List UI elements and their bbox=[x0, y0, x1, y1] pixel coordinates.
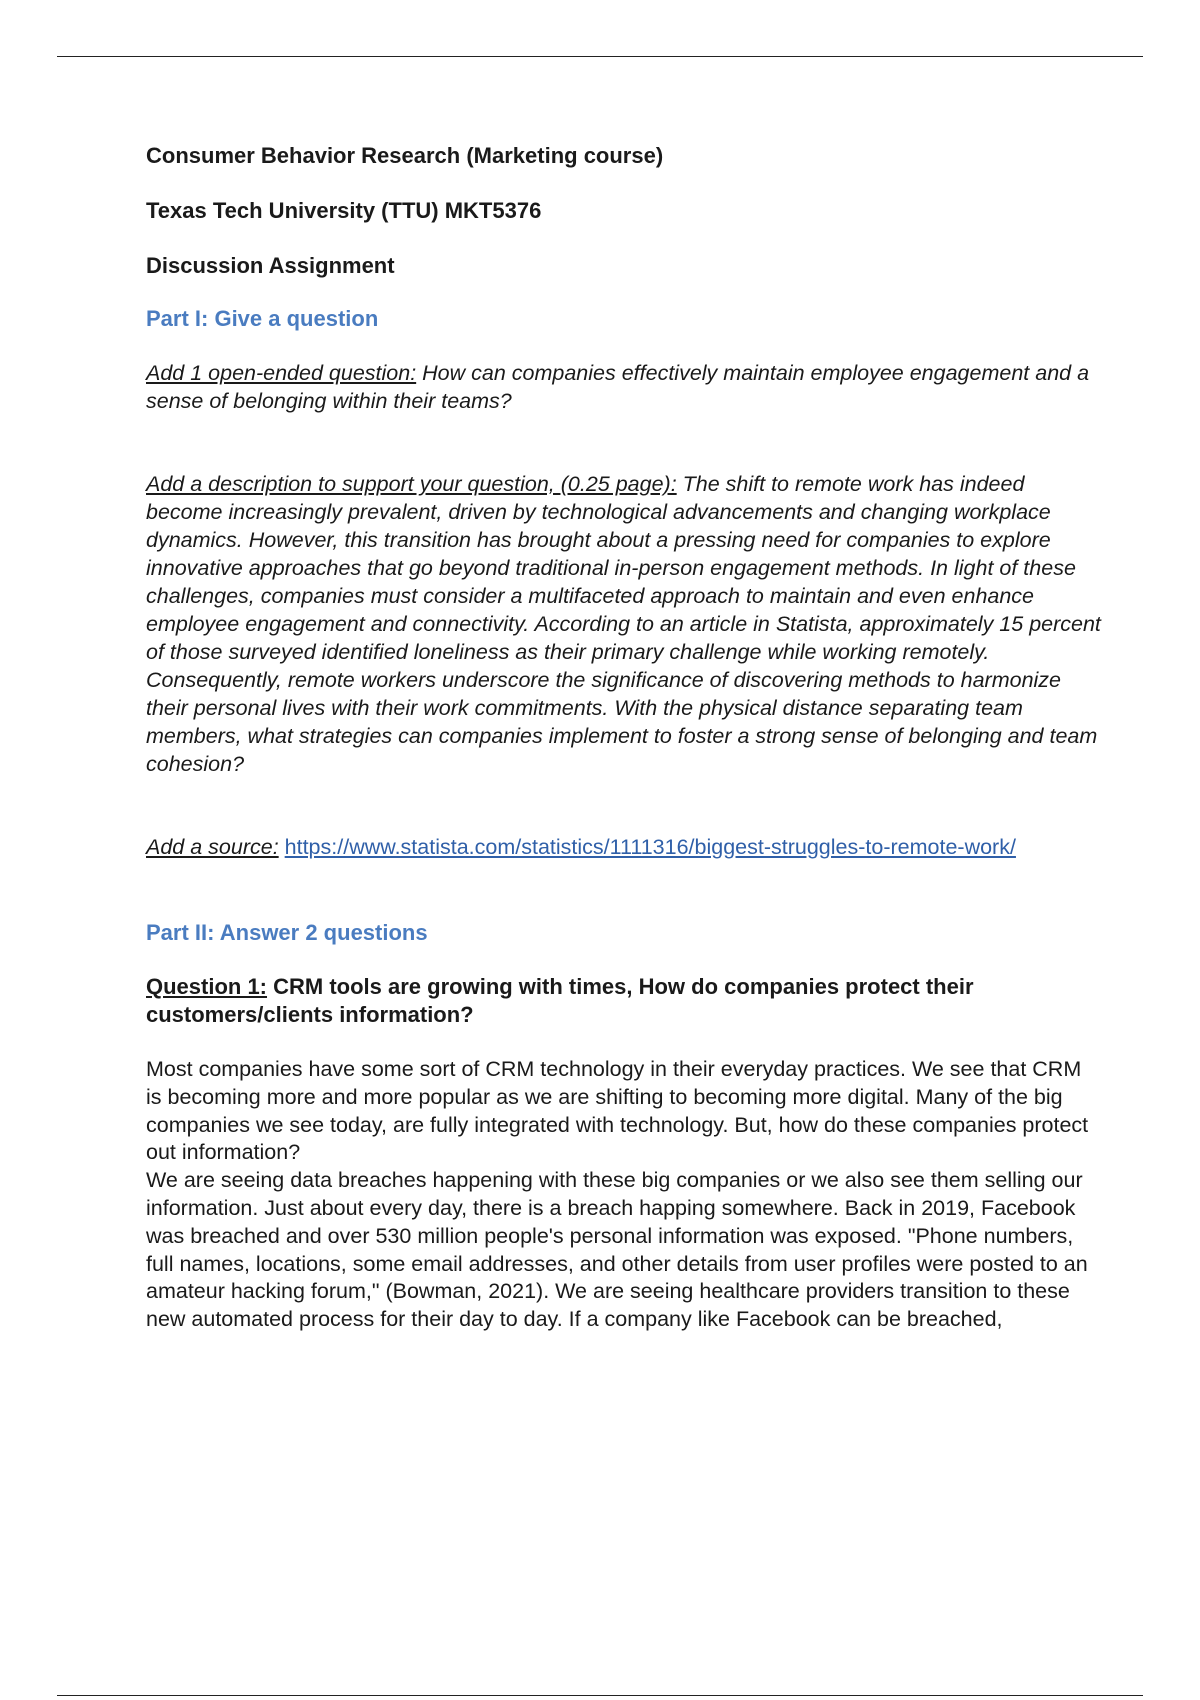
question-text: How can companies effectively maintain employee engagement and a sense of belonging within their teams? bbox=[146, 361, 1090, 413]
description-text: The shift to remote work has indeed become increasingly prevalent, driven by technological advancements and changing workplace dynamics. However, this transition has brought about a pressing need for companies to explore innovative approaches that go beyond traditional in-person engagement methods. In light of these challenges, companies must consider a multifaceted approach to maintain and even enhance employee engagement and connectivity. According to an article in Statista, approximately 15 percent of those surveyed identified loneliness as their primary challenge while working remotely. Consequently, remote workers underscore the significance of discovering methods to harmonize their personal lives with their work commitments. With the physical distance separating team members, what strategies can companies implement to foster a strong sense of belonging and team cohesion? bbox=[146, 472, 1101, 776]
question-1-text: CRM tools are growing with times, How do companies protect their customers/clients information? bbox=[146, 974, 974, 1027]
question-1-heading bbox=[146, 973, 1101, 1029]
question-label: Add 1 open-ended question: bbox=[146, 361, 417, 385]
part-1-heading: Part I: Give a question bbox=[146, 306, 379, 331]
course-title: Consumer Behavior Research (Marketing course) bbox=[146, 143, 664, 168]
document-content bbox=[146, 142, 1101, 1334]
bottom-divider bbox=[57, 1695, 1143, 1696]
assignment-title: Discussion Assignment bbox=[146, 253, 395, 278]
top-divider bbox=[57, 56, 1143, 57]
university-line: Texas Tech University (TTU) MKT5376 bbox=[146, 198, 542, 223]
source-link[interactable]: https://www.statista.com/statistics/1111316/biggest-struggles-to-remote-work/ bbox=[284, 835, 1016, 859]
part-2-heading: Part II: Answer 2 questions bbox=[146, 920, 428, 945]
source-label: Add a source: bbox=[146, 835, 279, 859]
open-ended-question bbox=[146, 359, 1101, 415]
answer-paragraph-1: Most companies have some sort of CRM technology in their everyday practices. We see that CRM is becoming more and more popular as we are shifting to becoming more digital. Many of the big companies we see today, are fully integrated with technology. But, how do these companies protect out information? bbox=[146, 1057, 1089, 1165]
question-description bbox=[146, 470, 1101, 778]
question-1-label: Question 1: bbox=[146, 974, 268, 999]
source-line bbox=[146, 833, 1101, 861]
description-label: Add a description to support your question, (0.25 page): bbox=[146, 472, 677, 496]
answer-paragraph-2: We are seeing data breaches happening with these big companies or we also see them selling our information. Just about every day, there is a breach happing somewhere. Back in 2019, Facebook was breached and over 530 million people's personal information was exposed. "Phone numbers, full names, locations, some email addresses, and other details from user profiles were posted to an amateur hacking forum," (Bowman, 2021). We are seeing healthcare providers transition to these new automated process for their day to day. If a company like Facebook can be breached, bbox=[146, 1168, 1088, 1332]
